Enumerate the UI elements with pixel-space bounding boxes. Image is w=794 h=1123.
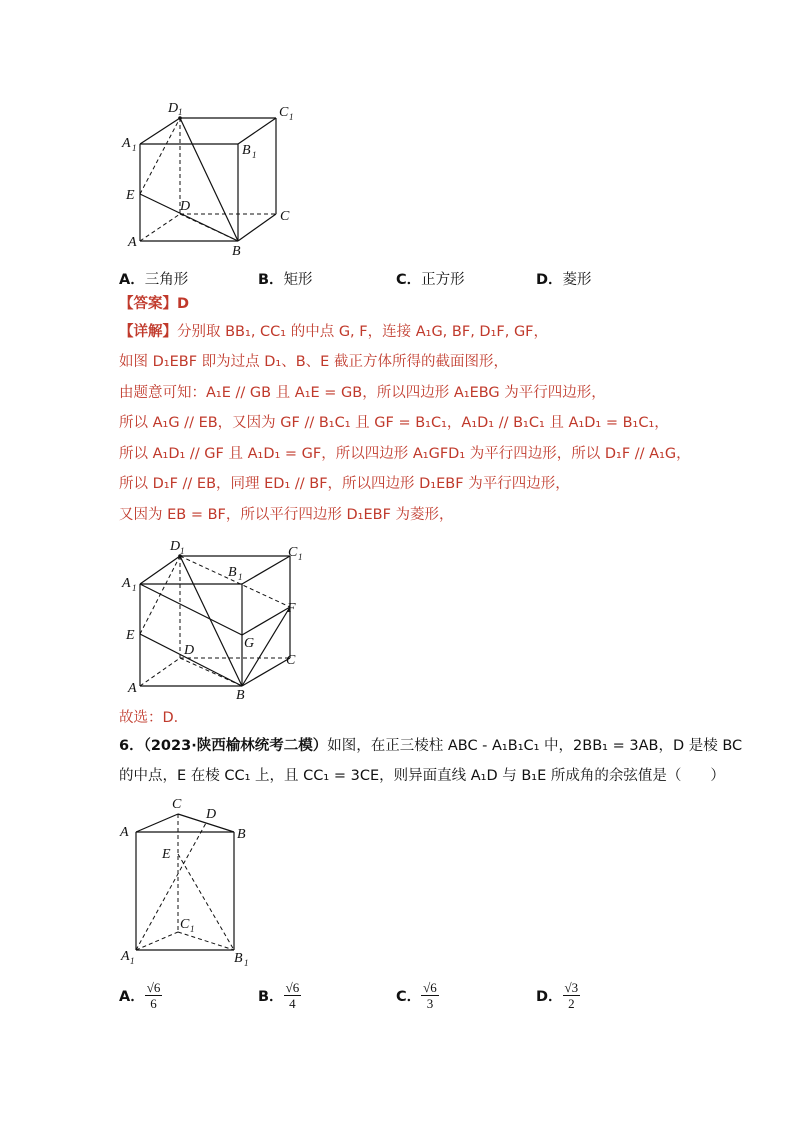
label-C: C: [280, 209, 290, 224]
q5-option-b: B．矩形: [258, 272, 313, 288]
q5-detail-line-7: 又因为 EB = BF，所以平行四边形 D₁EBF 为菱形，: [119, 507, 454, 523]
label-A1: A: [122, 576, 131, 591]
q5-detail-line-3: 由题意可知：A₁E // GB 且 A₁E = GB，所以四边形 A₁EBG 为平行四边形，: [119, 385, 606, 401]
label-A: A: [128, 235, 137, 250]
q5-option-a: A．三角形: [119, 272, 189, 288]
q6-stem-line-1: 6．（2023·陕西榆林统考二模）如图，在正三棱柱 ABC - A₁B₁C₁ 中，2BB₁ = 3AB，D 是棱 BC: [119, 738, 743, 754]
label-F: F: [287, 601, 296, 616]
q6-option-c: C． $\frac{√6}{3}$: [396, 980, 437, 1011]
q5-detail-line-4: 所以 A₁G // EB，又因为 GF // B₁C₁ 且 GF = B₁C₁，A₁D₁ // B₁C₁ 且 A₁D₁ = B₁C₁，: [119, 415, 669, 431]
label-E: E: [162, 847, 171, 862]
label-C: C: [172, 797, 182, 812]
label-A1: A: [121, 949, 130, 964]
svg-text:1: 1: [298, 552, 303, 562]
cube-diagram-1: [118, 96, 308, 261]
cube-figure-2: [118, 536, 318, 704]
cube-figure-1: [118, 96, 308, 261]
svg-text:1: 1: [132, 583, 137, 593]
q5-answer: 【答案】D: [119, 296, 190, 312]
label-B1: B: [242, 143, 251, 158]
label-A1: A: [122, 136, 131, 151]
label-A: A: [128, 681, 137, 696]
label-B1: B: [228, 565, 237, 580]
q5-option-d: D．菱形: [536, 272, 592, 288]
label-E: E: [126, 628, 135, 643]
svg-text:1: 1: [178, 107, 183, 117]
label-C1: C: [180, 917, 190, 932]
svg-text:1: 1: [190, 924, 195, 934]
q6-option-b: B． $\frac{√6}{4}$: [258, 980, 300, 1011]
label-G: G: [244, 636, 255, 651]
svg-text:1: 1: [132, 143, 137, 153]
label-C1: C: [288, 545, 298, 560]
label-C: C: [286, 653, 296, 668]
label-D: D: [206, 807, 217, 822]
svg-text:1: 1: [289, 112, 294, 122]
label-D: D: [184, 643, 195, 658]
q6-option-d: D． $\frac{√3}{2}$: [536, 980, 579, 1011]
label-B1: B: [234, 951, 243, 966]
svg-text:1: 1: [244, 958, 249, 968]
label-C1: C: [279, 105, 289, 120]
label-D: D: [180, 199, 191, 214]
cube-diagram-2: [118, 536, 318, 704]
label-A: A: [120, 825, 129, 840]
q6-option-a: A． $\frac{√6}{6}$: [119, 980, 161, 1011]
q5-option-c: C．正方形: [396, 272, 465, 288]
svg-text:1: 1: [252, 150, 257, 160]
q5-detail-line-2: 如图 D₁EBF 即为过点 D₁、B、E 截正方体所得的截面图形，: [119, 354, 508, 370]
q6-stem-line-2: 的中点，E 在棱 CC₁ 上，且 CC₁ = 3CE，则异面直线 A₁D 与 B₁E 所成角的余弦值是（ ）: [119, 768, 725, 784]
label-D1: D: [170, 539, 181, 554]
svg-text:1: 1: [238, 572, 243, 582]
prism-diagram: [118, 794, 268, 974]
label-E: E: [126, 188, 135, 203]
q5-detail-line-5: 所以 A₁D₁ // GF 且 A₁D₁ = GF，所以四边形 A₁GFD₁ 为平行四边形，所以 D₁F // A₁G，: [119, 446, 691, 462]
label-B: B: [232, 244, 241, 259]
q5-detail-line-6: 所以 D₁F // EB，同理 ED₁ // BF，所以四边形 D₁EBF 为平行四边形，: [119, 476, 570, 492]
q5-detail-line-1: 【详解】分别取 BB₁, CC₁ 的中点 G, F，连接 A₁G, BF, D₁F, GF，: [119, 324, 549, 340]
label-B: B: [237, 827, 246, 842]
svg-text:1: 1: [180, 546, 185, 556]
prism-figure: [118, 794, 268, 974]
label-B: B: [236, 688, 245, 703]
label-D1: D: [168, 101, 179, 116]
q5-conclusion: 故选：D．: [119, 710, 189, 726]
svg-text:1: 1: [130, 956, 135, 966]
